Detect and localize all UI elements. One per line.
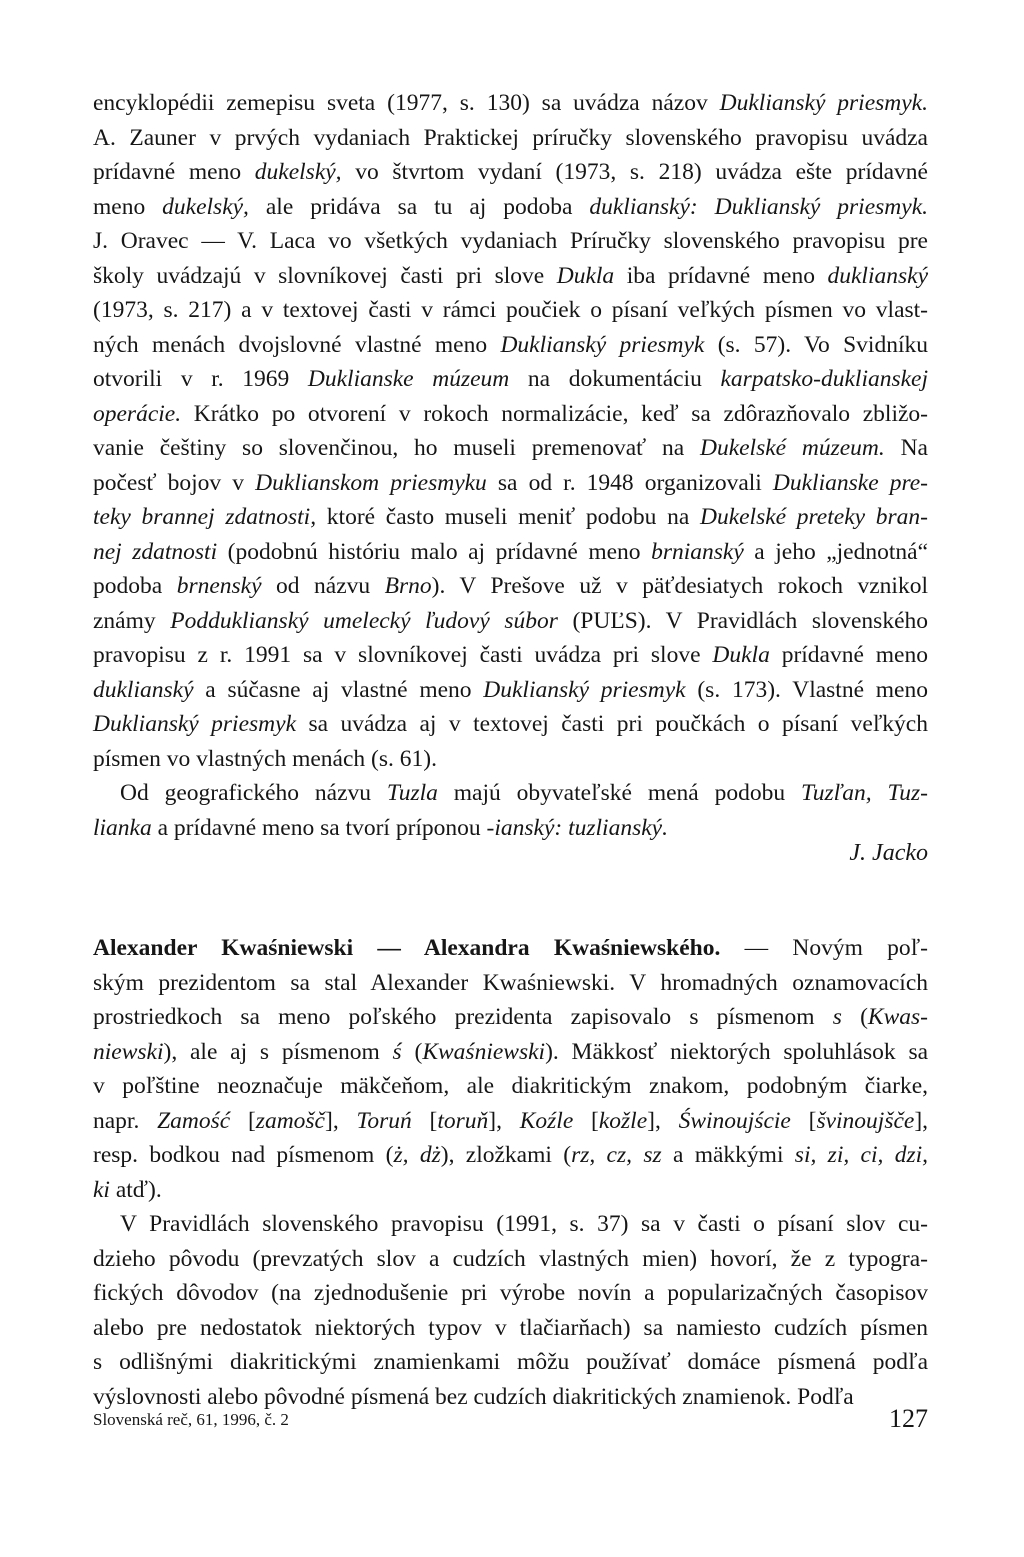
text-line: počesť bojov v Duklianskom priesmyku sa od r. 1948 organizovali Duklianske pre- (93, 469, 928, 496)
page-number: 127 (889, 1404, 928, 1433)
text-line: školy uvádzajú v slovníkovej časti pri slove Dukla iba prídavné meno duklianský (93, 262, 928, 289)
text-line: dzieho pôvodu (prevzatých slov a cudzích vlastných mien) hovorí, že z typogra- (93, 1245, 928, 1272)
text-line: Duklianský priesmyk sa uvádza aj v textovej časti pri poučkách o písaní veľkých (93, 711, 928, 737)
text-line: meno dukelský, ale pridáva sa tu aj podoba duklianský: Duklianský priesmyk. (93, 193, 928, 220)
text-line: výslovnosti alebo pôvodné písmená bez cudzích diakritických znamienok. Podľa (93, 1383, 854, 1410)
text-line: v poľštine neoznačuje mäkčeňom, ale diakritickým znakom, podobným čiarke, (93, 1073, 928, 1099)
text-line: niewski), ale aj s písmenom ś (Kwaśniewski). Mäkkosť niektorých spoluhlások sa (93, 1038, 929, 1065)
text-line: prostriedkoch sa meno poľského prezidenta zapisovalo s písmenom s (Kwas- (93, 1004, 928, 1030)
text-line: J. Oravec — V. Laca vo všetkých vydaniach Príručky slovenského pravopisu pre (93, 228, 928, 254)
text-line: encyklopédii zemepisu sveta (1977, s. 130) sa uvádza názov Duklianský priesmyk. (93, 90, 928, 116)
text-line: podoba brnenský od názvu Brno). V Prešove už v päťdesiatych rokoch vznikol (93, 573, 928, 599)
text-line: prídavné meno dukelský, vo štvrtom vydaní (1973, s. 218) uvádza ešte prídavné (93, 159, 928, 185)
text-line: teky brannej zdatnosti, ktoré často museli meniť podobu na Dukelské preteky bran- (93, 504, 928, 530)
text-line: duklianský a súčasne aj vlastné meno Duklianský priesmyk (s. 173). Vlastné meno (93, 676, 928, 703)
text-line: písmen vo vlastných menách (s. 61). (93, 745, 437, 772)
text-line: Alexander Kwaśniewski — Alexandra Kwaśniewského. — Novým poľ- (93, 935, 928, 961)
text-line: resp. bodkou nad písmenom (ż, dż), zložkami (rz, cz, sz a mäkkými si, zi, ci, dzi, (93, 1142, 929, 1168)
text-line: ných menách dvojslovné vlastné meno Duklianský priesmyk (s. 57). Vo Svidníku (93, 331, 928, 358)
article-kwasniewski (93, 931, 928, 1414)
text-line: V Pravidlách slovenského pravopisu (1991, s. 37) sa v časti o písaní slov cu- (120, 1211, 928, 1237)
text-line: ským prezidentom sa stal Alexander Kwaśniewski. V hromadných oznamovacích (93, 969, 928, 996)
text-line: alebo pre nedostatok niektorých typov v tlačiarňach) sa namiesto cudzích písmen (93, 1314, 928, 1341)
text-line: pravopisu z r. 1991 sa v slovníkovej časti uvádza pri slove Dukla prídavné meno (93, 642, 928, 668)
text-line: otvorili v r. 1969 Duklianske múzeum na dokumentáciu karpatsko-duklianskej (93, 366, 929, 392)
text-line: lianka a prídavné meno sa tvorí príponou -ianský: tuzlianský. (93, 814, 668, 841)
text-line: ki atď). (93, 1176, 162, 1203)
text-line: s odlišnými diakritickými znamienkami môžu používať domáce písmená podľa (93, 1349, 928, 1375)
journal-citation: Slovenská reč, 61, 1996, č. 2 (93, 1410, 289, 1429)
text-line: Od geografického názvu Tuzla majú obyvateľské mená podobu Tuzľan, Tuz- (120, 780, 928, 806)
text-line: nej zdatnosti (podobnú históriu malo aj prídavné meno brnianský a jeho „jednotná“ (93, 538, 928, 565)
text-line: (1973, s. 217) a v textovej časti v rámci poučiek o písaní veľkých písmen vo vlast- (93, 297, 928, 323)
text-line: vanie češtiny so slovenčinou, ho museli premenovať na Dukelské múzeum. Na (93, 435, 928, 461)
text-line: A. Zauner v prvých vydaniach Praktickej príručky slovenského pravopisu uvádza (93, 124, 928, 151)
text-line: napr. Zamość [zamošč], Toruń [toruň], Koźle [kožle], Świnoujście [švinoujšče], (93, 1107, 929, 1134)
author-signature: J. Jacko (849, 840, 928, 866)
text-line: operácie. Krátko po otvorení v rokoch normalizácie, keď sa zdôrazňovalo zbližo- (93, 400, 928, 427)
article-dukla (93, 86, 928, 845)
text-line: známy Podduklianský umelecký ľudový súbor (PUĽS). V Pravidlách slovenského (93, 607, 928, 634)
text-line: fických dôvodov (na zjednodušenie pri výrobe novín a popularizačných časopisov (93, 1280, 928, 1306)
